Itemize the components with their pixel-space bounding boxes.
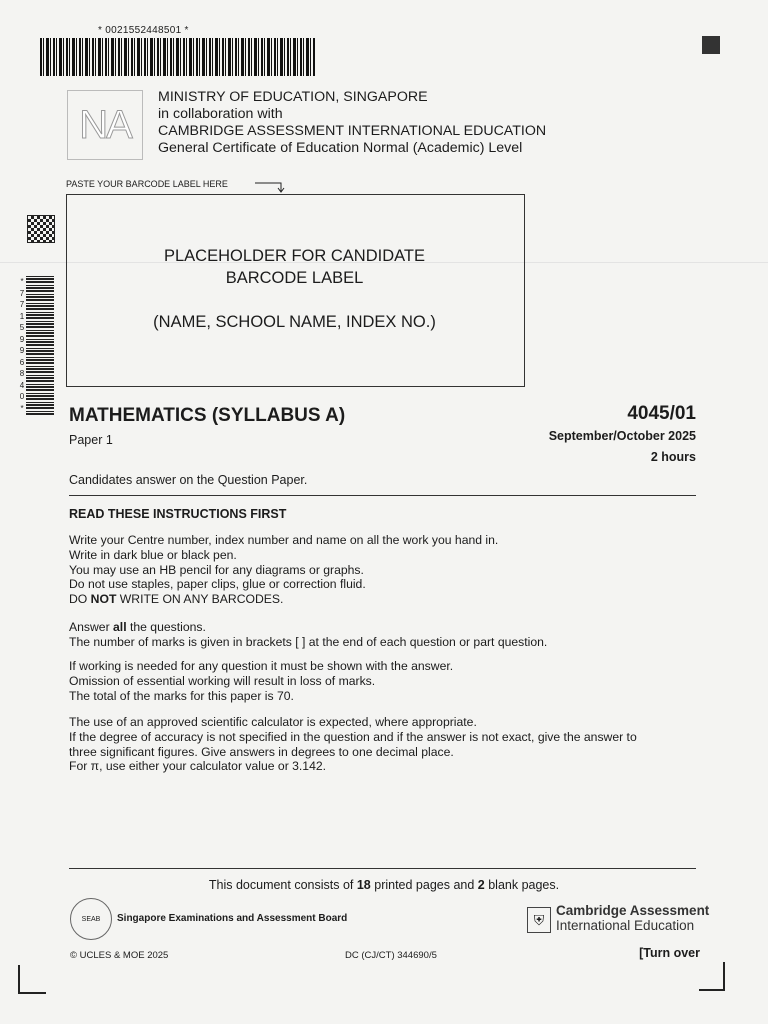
copyright: © UCLES & MOE 2025 (70, 950, 169, 961)
turn-over: [Turn over (639, 946, 700, 960)
barcode-placeholder-box (66, 194, 525, 387)
seab-name: Singapore Examinations and Assessment Board (117, 913, 348, 924)
instructions-paragraph (69, 659, 709, 703)
registration-mark (702, 36, 720, 54)
placeholder-title: PLACEHOLDER FOR CANDIDATE (164, 247, 425, 265)
divider (69, 495, 696, 496)
corner-mark (18, 965, 46, 994)
instruction-line: Answer all the questions. (69, 620, 206, 634)
instruction-line: The number of marks is given in brackets [ ] at the end of each question or part question. (69, 634, 548, 649)
issuer-header (158, 89, 546, 157)
side-barcode-number: * 7 7 1 5 9 9 6 8 4 0 * (19, 277, 25, 413)
placeholder-fields: (NAME, SCHOOL NAME, INDEX NO.) (153, 313, 436, 331)
instructions-paragraph (69, 533, 709, 607)
issuer-line: in collaboration with (158, 106, 283, 122)
cambridge-shield-icon: ⛨ (527, 907, 551, 933)
instructions-paragraph (69, 715, 709, 774)
instruction-line: If working is needed for any question it must be shown with the answer. (69, 659, 454, 673)
barcode-number: * 0021552448501 * (98, 25, 189, 36)
seab-logo: SEAB (70, 898, 112, 940)
instructions-paragraph (69, 620, 709, 650)
divider (69, 868, 696, 869)
instruction-line: DO NOT WRITE ON ANY BARCODES. (69, 592, 284, 607)
issuer-line: CAMBRIDGE ASSESSMENT INTERNATIONAL EDUCATION (158, 123, 547, 139)
document-reference: DC (CJ/CT) 344690/5 (345, 950, 437, 961)
corner-mark (699, 962, 725, 991)
exam-session: September/October 2025 (548, 429, 696, 443)
instruction-line: Write in dark blue or black pen. (69, 547, 237, 562)
instruction-line: If the degree of accuracy is not specified in the question and if the answer is not exact, give the answer to (69, 729, 637, 744)
instruction-line: For π, use either your calculator value or 3.142. (69, 759, 327, 774)
na-logo: NA (67, 90, 143, 160)
paper-number: Paper 1 (69, 433, 113, 447)
instruction-line: The total of the marks for this paper is 70. (69, 688, 294, 703)
instructions-heading: READ THESE INSTRUCTIONS FIRST (69, 507, 287, 521)
page-count-note: This document consists of 18 printed pages and 2 blank pages. (208, 878, 560, 892)
instruction-line: You may use an HB pencil for any diagrams or graphs. (69, 562, 364, 577)
document-barcode (40, 38, 315, 76)
instruction-line: three significant figures. Give answers in degrees to one decimal place. (69, 744, 454, 759)
issuer-line: MINISTRY OF EDUCATION, SINGAPORE (158, 89, 428, 105)
answer-note: Candidates answer on the Question Paper. (69, 473, 308, 487)
instruction-line: Do not use staples, paper clips, glue or correction fluid. (69, 577, 366, 592)
qr-code (27, 215, 55, 243)
arrow-down-icon (255, 181, 285, 193)
subject-title: MATHEMATICS (SYLLABUS A) (69, 405, 346, 426)
cambridge-name: Cambridge Assessment International Education (556, 903, 710, 933)
instruction-line: Omission of essential working will result in loss of marks. (69, 673, 376, 688)
side-barcode (26, 275, 54, 415)
instruction-line: The use of an approved scientific calculator is expected, where appropriate. (69, 715, 477, 729)
paste-barcode-label: PASTE YOUR BARCODE LABEL HERE (66, 179, 228, 189)
exam-duration: 2 hours (650, 450, 696, 464)
instruction-line: Write your Centre number, index number and name on all the work you hand in. (69, 533, 499, 547)
issuer-line: General Certificate of Education Normal (Academic) Level (158, 140, 523, 156)
placeholder-subtitle: BARCODE LABEL (225, 269, 364, 287)
syllabus-code: 4045/01 (627, 403, 696, 424)
